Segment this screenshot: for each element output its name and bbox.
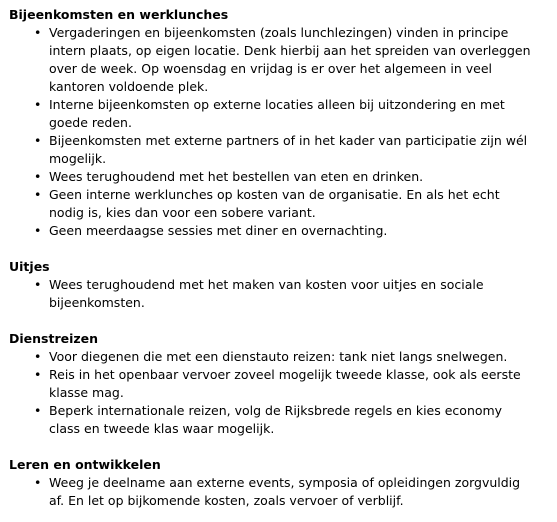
list-item-text: Beperk internationale reizen, volg de Rijksbrede regels en kies economy class en tweede klas waar mogelijk. — [49, 403, 503, 436]
list-item — [9, 222, 531, 240]
list-item-text: Geen meerdaagse sessies met diner en overnachting. — [49, 223, 388, 238]
list-item — [9, 132, 531, 168]
section-bijeenkomsten — [9, 6, 549, 240]
bullet-list — [9, 24, 549, 240]
section-title: Leren en ontwikkelen — [9, 457, 161, 472]
list-item — [9, 186, 531, 222]
bullet-icon: • — [34, 133, 42, 148]
bullet-icon: • — [34, 349, 42, 364]
list-item — [9, 402, 531, 438]
list-item — [9, 168, 531, 186]
list-item-text: Voor diegenen die met een dienstauto reizen: tank niet langs snelwegen. — [49, 349, 508, 364]
section-title: Dienstreizen — [9, 331, 99, 346]
section-dienstreizen — [9, 330, 549, 438]
bullet-icon: • — [34, 97, 42, 112]
bullet-icon: • — [34, 403, 42, 418]
section-title: Bijeenkomsten en werklunches — [9, 7, 229, 22]
bullet-icon: • — [34, 25, 42, 40]
bullet-list — [9, 474, 549, 510]
bullet-icon: • — [34, 223, 42, 238]
bullet-icon: • — [34, 187, 42, 202]
list-item — [9, 348, 531, 366]
bullet-icon: • — [34, 277, 42, 292]
section-title: Uitjes — [9, 259, 50, 274]
list-item-text: Bijeenkomsten met externe partners of in het kader van participatie zijn wél mogelijk. — [49, 133, 528, 166]
list-item-text: Vergaderingen en bijeenkomsten (zoals lunchlezingen) vinden in principe intern plaats, op eigen locatie. Denk hierbij aan het spreiden van overleggen over de week. Op woensdag en vrijdag is er over het algemeen in veel kantoren voldoende plek. — [49, 25, 531, 94]
bullet-list — [9, 348, 549, 438]
list-item-text: Wees terughoudend met het maken van kosten voor uitjes en sociale bijeenkomsten. — [49, 277, 484, 310]
section-leren-en-ontwikkelen — [9, 456, 549, 510]
bullet-icon: • — [34, 475, 42, 490]
list-item — [9, 474, 531, 510]
list-item — [9, 24, 531, 96]
list-item-text: Wees terughoudend met het bestellen van eten en drinken. — [49, 169, 424, 184]
bullet-icon: • — [34, 367, 42, 382]
list-item — [9, 96, 531, 132]
list-item — [9, 276, 531, 312]
list-item — [9, 366, 531, 402]
list-item-text: Geen interne werklunches op kosten van de organisatie. En als het echt nodig is, kies dan voor een sobere variant. — [49, 187, 500, 220]
bullet-list — [9, 276, 549, 312]
list-item-text: Weeg je deelname aan externe events, symposia of opleidingen zorgvuldig af. En let op bijkomende kosten, zoals vervoer of verblijf. — [49, 475, 521, 508]
bullet-icon: • — [34, 169, 42, 184]
list-item-text: Reis in het openbaar vervoer zoveel mogelijk tweede klasse, ook als eerste klasse mag. — [49, 367, 521, 400]
list-item-text: Interne bijeenkomsten op externe locaties alleen bij uitzondering en met goede reden. — [49, 97, 505, 130]
section-uitjes — [9, 258, 549, 312]
